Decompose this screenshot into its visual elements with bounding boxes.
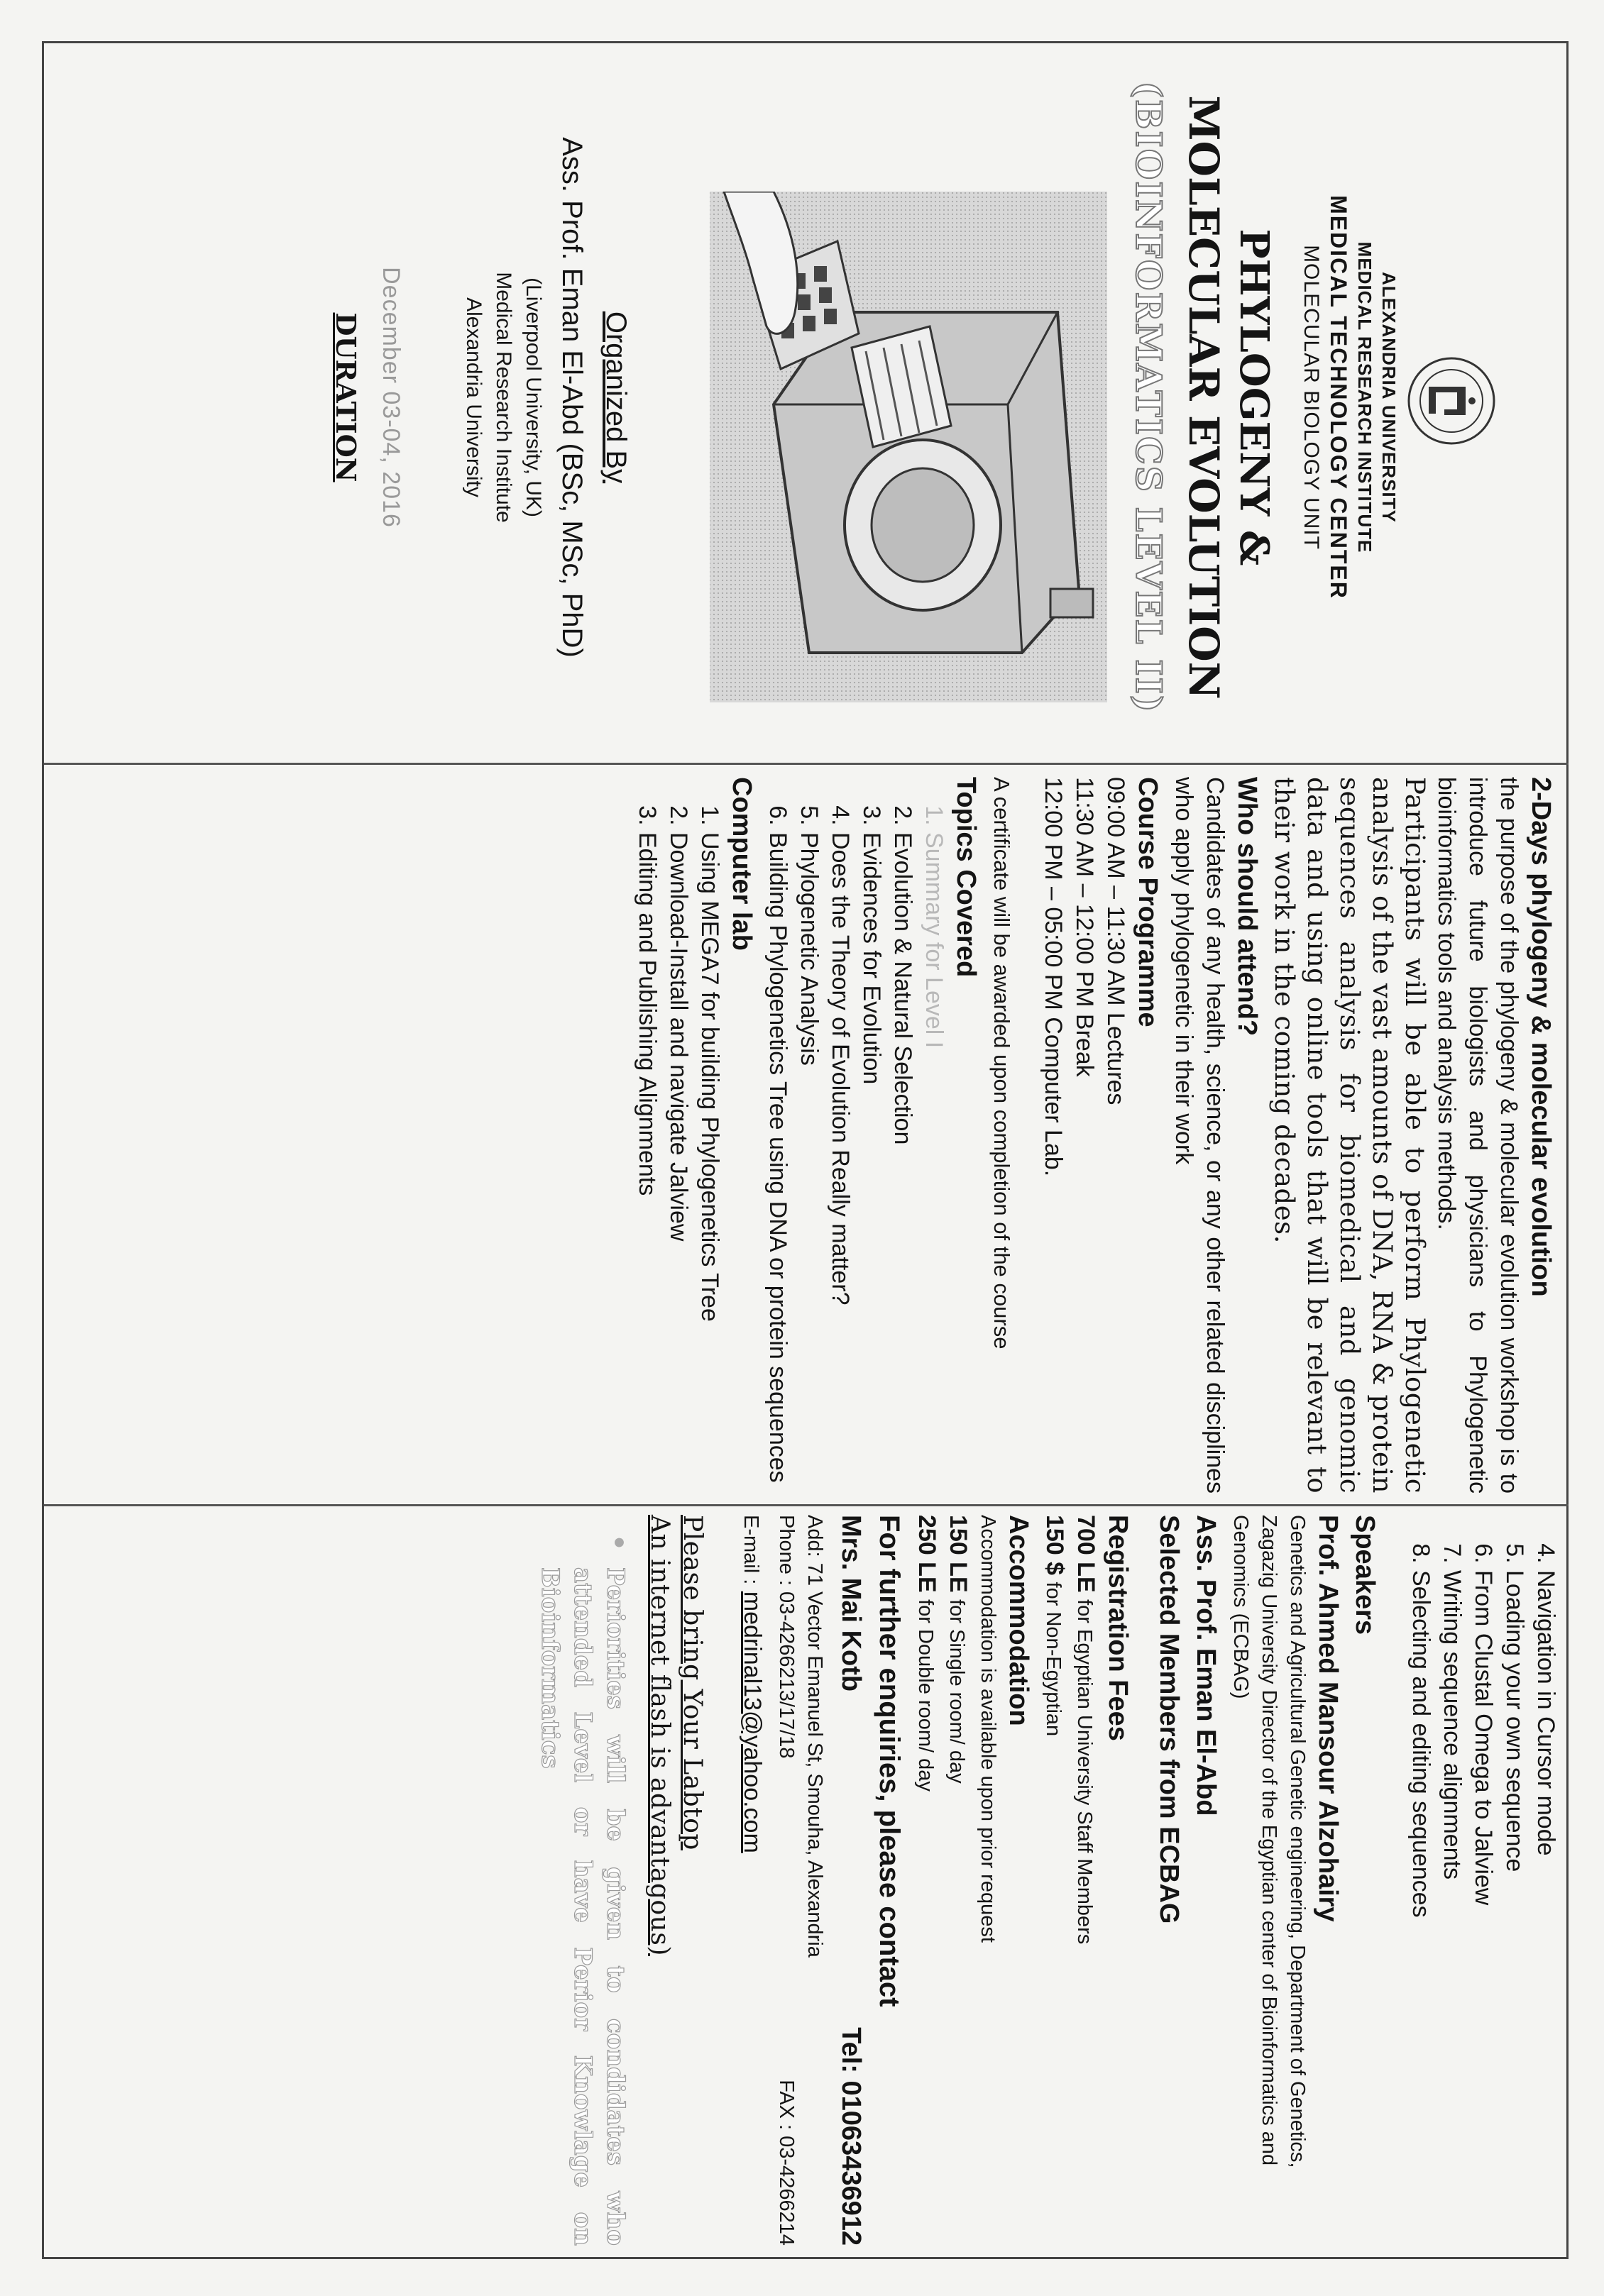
organizer-affiliation-2: Medical Research Institute — [492, 272, 515, 523]
duration-heading: DURATION — [330, 312, 362, 482]
lab-item: 7. Writing sequence alignments — [1437, 1570, 1468, 2246]
programme-item: 11:30 AM – 12:00 PM Break — [1071, 777, 1098, 1077]
accommodation-heading: Accommodation — [1004, 1515, 1033, 1726]
cover-panel — [64, 50, 1561, 745]
lab-list-part-1 — [632, 777, 725, 1494]
fee-amount: 700 LE — [1072, 1515, 1099, 1593]
lab-instrument-illustration — [710, 192, 1107, 702]
who-text: Candidates of any health, science, or any other related disciplines who apply phylogenetic in their work — [1170, 777, 1229, 1494]
topics-heading: Topics Covered — [951, 777, 981, 978]
topic-item: 6. Building Phylogenetics Tree using DNA or protein sequences — [762, 832, 793, 1494]
fee-note: for Non-Egyptian — [1042, 1582, 1065, 1737]
lab-item: 1. Using MEGA7 for building Phylogenetics Tree — [694, 832, 725, 1494]
contact-address: Add: 71 Vector Emanuel St, Smouha, Alexandria — [803, 1515, 826, 1958]
priority-note-row — [534, 1515, 632, 2246]
priority-note: Periorities will be given to condidates who attended Level or have Perior Knowlage on Bioinformatics — [536, 1567, 630, 2246]
details-panel — [64, 777, 1561, 1494]
topic-item: 5. Phylogenetic Analysis — [793, 832, 825, 1494]
room-price: 250 LE — [913, 1515, 940, 1593]
organizer-name: Ass. Prof. Eman El-Abd (BSc, MSc, PhD) — [556, 137, 588, 658]
university-name: ALEXANDRIA UNIVERSITY — [1378, 272, 1400, 523]
center-name: MEDICAL TECHNOLOGY CENTER — [1326, 195, 1351, 600]
who-heading: Who should attend? — [1232, 777, 1262, 1037]
lab-item: 5. Loading your own sequence — [1499, 1570, 1530, 2246]
contact-email-row — [737, 1515, 768, 2246]
room-note: for Single room/ day — [945, 1599, 968, 1784]
speaker-2-name: Ass. Prof. Eman El-Abd — [1191, 1515, 1221, 1816]
laptop-note: Please bring Your Labtop — [678, 1515, 707, 1850]
programme-item: 12:00 PM – 05:00 PM Computer Lab. — [1040, 777, 1067, 1177]
topic-item: 3. Evidences for Evolution — [856, 832, 887, 1494]
title-line-2: MOLECULAR EVOLUTION — [1180, 95, 1228, 700]
email-label: E-mail : — [740, 1515, 762, 1585]
organizer-affiliation-3: Alexandria University — [462, 297, 485, 497]
fees-heading: Registration Fees — [1103, 1515, 1133, 1741]
contact-name: Mrs. Mai Kotb — [836, 1515, 866, 1692]
lab-list-part-2 — [1405, 1515, 1561, 2246]
fee-note: for Egyptian University Staff Members — [1073, 1599, 1096, 1945]
contact-email-link[interactable]: medrinal13@yahoo.com — [739, 1591, 766, 1853]
speaker-3-name: Selected Members from ECBAG — [1154, 1515, 1184, 1924]
fee-amount: 150 $ — [1041, 1515, 1068, 1576]
lab-item: 4. Navigation in Cursor mode — [1530, 1570, 1561, 2246]
contact-tel: Tel: 01063436912 — [836, 2027, 866, 2246]
organizer-heading: Organized By — [600, 311, 632, 484]
unit-name: MOLECULAR BIOLOGY UNIT — [1300, 245, 1323, 550]
certificate-note: A certificate will be awarded upon completion of the course — [989, 777, 1014, 1350]
programme-item: 09:00 AM – 11:30 AM Lectures — [1102, 777, 1129, 1105]
lab-item: 2. Download-Install and navigate Jalview — [663, 832, 694, 1494]
flash-note: An internet flash is advantagous) — [645, 1515, 674, 1956]
lab-heading: Computer lab — [727, 777, 757, 951]
contact-person-row — [835, 1515, 867, 2246]
fee-egyptian — [1070, 1515, 1102, 2246]
intro-participants: Participants will be able to perform Phylogenetic analysis of the vast amounts of DNA, RNA & protein sequences analysis for biomedical and genomic data and using online tools that will be relevant to their work in the coming decades. — [1269, 777, 1430, 1494]
topic-item: 4. Does the Theory of Evolution Really matter? — [825, 832, 856, 1494]
lab-item: 6. From Clustal Omega to Jalview — [1468, 1570, 1499, 2246]
room-note: for Double room/ day — [914, 1599, 937, 1792]
bullet-icon: ● — [608, 1536, 632, 1550]
lab-item: 8. Selecting and editing sequences — [1405, 1570, 1437, 2246]
institute-name: MEDICAL RESEARCH INSTITUTE — [1354, 241, 1375, 553]
contact-heading: For further enquiries, please contact — [874, 1515, 905, 2007]
fold-line-1 — [44, 763, 1569, 765]
topics-list — [762, 777, 950, 1494]
contact-phone: Phone : 03-4266213/17/18 — [775, 1515, 798, 1759]
fee-non-egyptian — [1039, 1515, 1070, 2246]
speaker-1-name: Prof. Ahmed Mansour Alzohairy — [1313, 1515, 1343, 1922]
lab-item: 3. Editing and Publishing Alignments — [632, 832, 663, 1494]
contact-fax: FAX : 03-4266214 — [775, 2080, 798, 2246]
intro-text: the purpose of the phylogeny & molecular evolution workshop is to introduce future biologists and physicians to Phylogenetic bioinformatics tools and analysis methods. — [1433, 777, 1522, 1494]
programme-heading: Course Programme — [1133, 777, 1163, 1027]
accommodation-single — [943, 1515, 974, 2246]
title-line-1: PHYLOGENY & — [1231, 228, 1278, 566]
university-seal-logo — [1405, 355, 1498, 447]
contact-phone-row — [772, 1515, 801, 2246]
accommodation-text: Accommodation is available upon prior request — [977, 1515, 999, 1943]
fold-line-2 — [44, 1504, 1569, 1506]
info-panel — [64, 1515, 1561, 2246]
speaker-1-description: Genetics and Agricultural Genetic engineering, Department of Genetics, Zagazig University Director of the Egyptian center of Bioinformatics and Genomics (ECBAG) — [1229, 1515, 1309, 2168]
course-dates: December 03-04, 2016 — [378, 267, 405, 528]
room-price: 150 LE — [945, 1515, 972, 1593]
speakers-heading: Speakers — [1350, 1515, 1380, 1635]
topic-item: 2. Evolution & Natural Selection — [887, 832, 918, 1494]
accommodation-double — [911, 1515, 943, 2246]
topic-item: 1. Summary for Level I — [918, 832, 950, 1494]
organizer-affiliation-1: (Liverpool University, UK) — [522, 277, 545, 517]
intro-heading: 2-Days phylogeny & molecular evolution — [1526, 777, 1556, 1297]
title-level: (BIOINFORMATICS LEVEL II) — [1128, 81, 1170, 714]
